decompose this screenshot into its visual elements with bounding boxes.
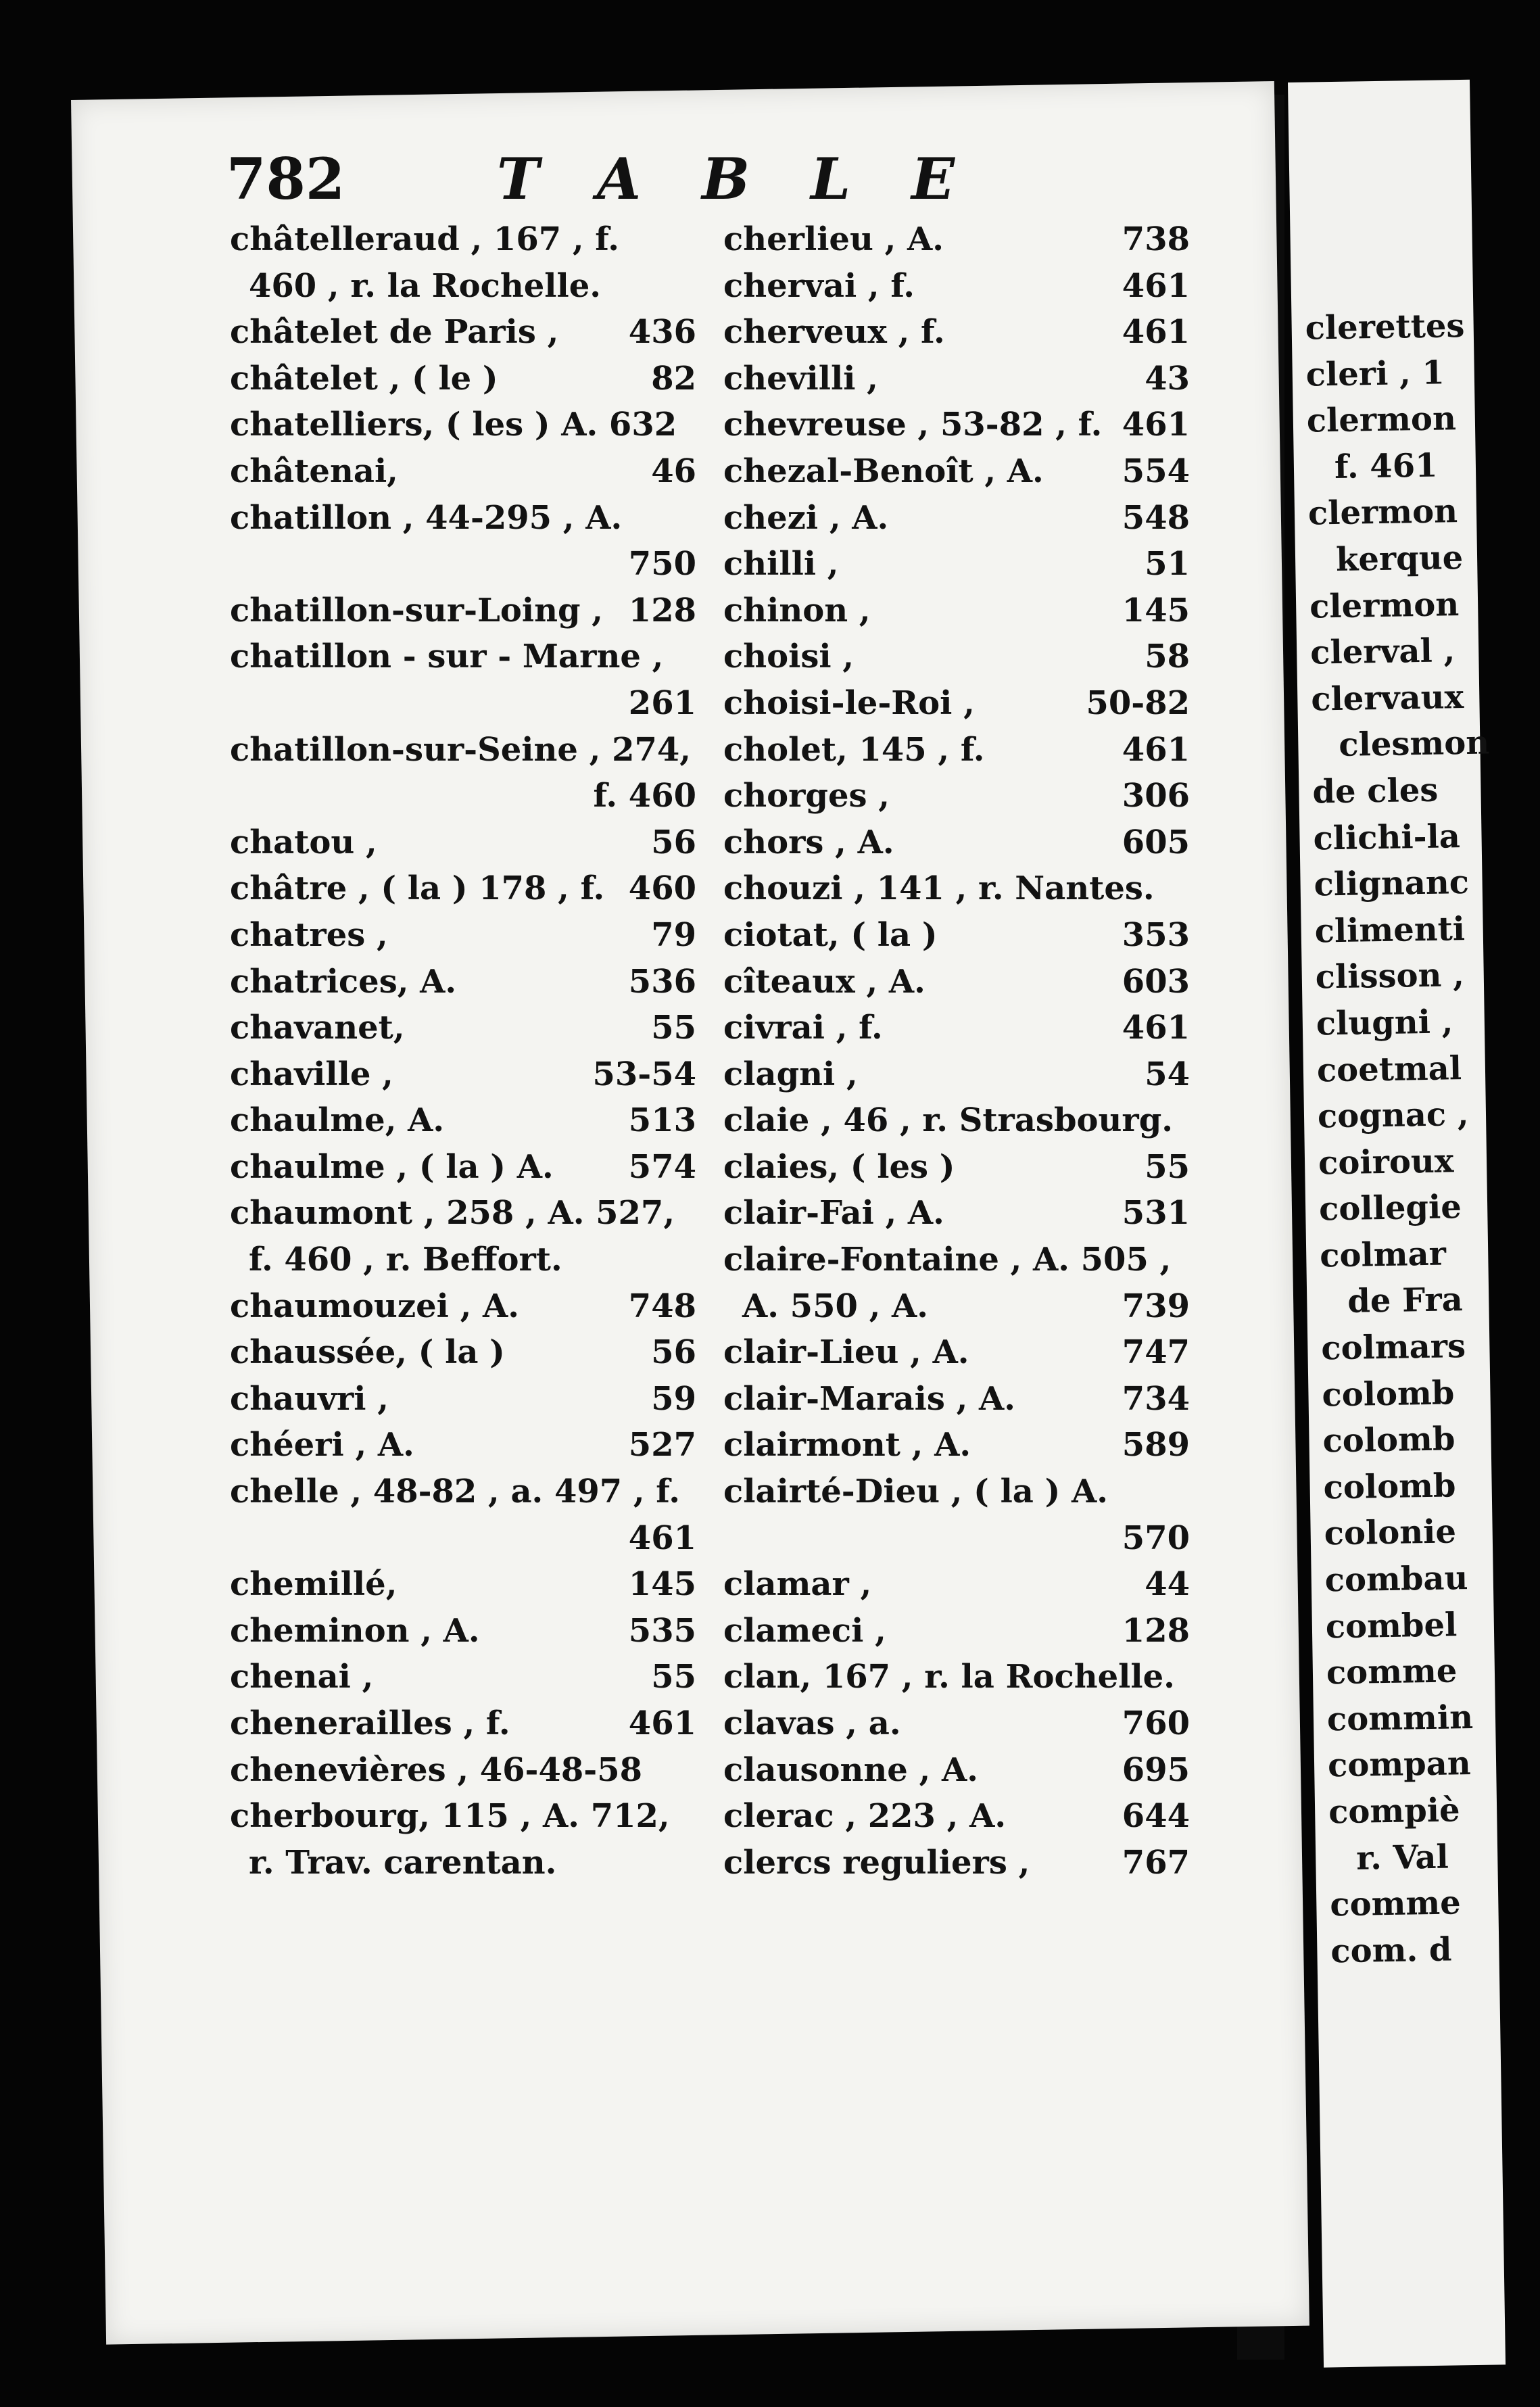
index-entry [230,448,696,495]
index-entry [230,1654,696,1700]
index-entry-fragment: kerque [1335,538,1464,579]
index-entry-fragment: compiè [1328,1791,1460,1832]
index-entry [230,912,696,959]
entry-term: chorges , [723,777,890,815]
entry-page-ref: 53-54 [592,1055,696,1093]
entry-page-ref: 644 [1122,1797,1190,1836]
entry-page-ref: 760 [1122,1705,1190,1742]
entry-term: châtelet , ( le ) [230,359,498,398]
entry-term: chaumouzei , A. [230,1287,519,1325]
index-entry [723,495,1190,542]
entry-page-ref: 43 [1145,359,1190,398]
index-entry [723,1329,1190,1376]
index-entry [723,448,1190,495]
entry-term: clameci , [723,1611,886,1650]
index-entry [723,819,1190,866]
index-entry [230,588,696,634]
entry-term: chezi , A. [723,498,889,537]
entry-term: choisi , [723,638,855,676]
index-entry [230,216,696,263]
entry-page-ref: 738 [1122,220,1190,258]
index-entry-fragment: cleri , 1 [1305,354,1445,394]
entry-term: clercs reguliers , [723,1843,1030,1882]
entry-term: clan, 167 , r. la Rochelle. [723,1658,1175,1696]
index-entry-fragment: clerval , [1309,631,1455,672]
index-entry [230,1051,696,1098]
index-entry [230,680,696,727]
entry-page-ref: 747 [1122,1333,1190,1372]
index-entry [230,1005,696,1051]
entry-term: chenevières , 46-48-58 [230,1750,642,1789]
index-entry-fragment: clerettes [1305,306,1465,348]
entry-term: clairté-Dieu , ( la ) A. [723,1473,1108,1511]
entry-page-ref: 603 [1122,962,1190,1001]
entry-page-ref: 739 [1122,1287,1190,1325]
index-entry-fragment: colonie [1324,1512,1457,1553]
index-entry [230,1237,696,1283]
entry-term: chatelliers, ( les ) A. 632 [230,406,677,444]
entry-page-ref: f. 460 [593,777,696,815]
index-entry [723,356,1190,402]
entry-term: cherveux , f. [723,313,945,352]
entry-term: clair-Lieu , A. [723,1333,969,1372]
entry-page-ref: 548 [1122,498,1190,537]
entry-term: chaulme, A. [230,1101,445,1140]
entry-page-ref: 750 [628,545,696,583]
index-entry [230,1469,696,1515]
entry-page-ref: 353 [1122,915,1190,954]
index-entry [230,819,696,866]
entry-page-ref: 82 [651,359,696,398]
entry-page-ref: 50-82 [1086,684,1190,722]
entry-term: clamar , [723,1565,872,1604]
entry-page-ref: 531 [1122,1194,1190,1233]
entry-term: civrai , f. [723,1009,883,1047]
index-entry [723,1840,1190,1886]
entry-term: chatillon-sur-Loing , [230,591,603,629]
entry-term: chatrices, A. [230,962,457,1001]
entry-term: châtre , ( la ) 178 , f. [230,869,605,908]
entry-continuation: A. 550 , A. [742,1287,928,1325]
index-entry [230,1608,696,1654]
index-entry [230,263,696,310]
index-entry [230,1144,696,1191]
index-entry-fragment: clisson , [1315,956,1465,997]
index-entry [230,1422,696,1469]
index-entry-fragment: colomb [1322,1374,1455,1414]
entry-term: clausonne , A. [723,1750,978,1789]
index-entry-fragment: clichi-la [1313,817,1461,858]
entry-page-ref: 59 [651,1379,696,1418]
page-number: 782 [226,145,345,212]
index-entry-fragment: collegie [1318,1188,1462,1229]
index-entry [230,1747,696,1794]
index-entry [723,541,1190,588]
entry-term: choisi-le-Roi , [723,684,975,722]
entry-page-ref: 748 [628,1287,696,1325]
entry-term: chezal-Benoît , A. [723,452,1044,490]
index-entry-fragment: comme [1329,1884,1462,1924]
index-entry-fragment: clesmon [1338,723,1490,765]
index-entry [230,1329,696,1376]
entry-term: chors , A. [723,823,894,861]
entry-term: chilli , [723,545,839,583]
entry-page-ref: 570 [1122,1519,1190,1557]
entry-term: chenai , [230,1658,374,1696]
right-page-fragment [1288,80,1506,2368]
index-entry [230,1283,696,1330]
index-entry [723,216,1190,263]
running-title: TABLE [497,145,1016,212]
entry-term: clerac , 223 , A. [723,1797,1007,1836]
entry-term: cherlieu , A. [723,220,944,258]
index-entry [723,1561,1190,1608]
index-entry [230,309,696,356]
entry-page-ref: 527 [628,1426,696,1464]
index-entry-fragment: colmars [1320,1327,1466,1368]
entry-term: chavanet, [230,1009,405,1047]
entry-term: chatillon-sur-Seine , 274, [230,730,691,769]
index-entry-fragment: commin [1326,1698,1474,1739]
entry-page-ref: 461 [1122,1009,1190,1047]
index-entry [723,263,1190,310]
index-entry [230,1097,696,1144]
entry-term: chenerailles , f. [230,1705,510,1742]
index-entry-fragment: clervaux [1310,677,1464,719]
index-entry [723,1654,1190,1700]
index-entry [723,912,1190,959]
entry-page-ref: 436 [628,313,696,352]
entry-page-ref: 554 [1122,452,1190,490]
entry-page-ref: 461 [1122,406,1190,444]
index-entry [230,727,696,773]
entry-term: chouzi , 141 , r. Nantes. [723,869,1155,908]
entry-term: chelle , 48-82 , a. 497 , f. [230,1473,680,1511]
index-entry-fragment: colmar [1319,1235,1447,1275]
index-entry [230,1700,696,1747]
index-entry [723,1097,1190,1144]
entry-page-ref: 128 [628,591,696,629]
entry-term: clagni , [723,1055,858,1093]
index-entry [723,1190,1190,1237]
entry-term: chevilli , [723,359,878,398]
index-entry [230,959,696,1005]
index-entry [230,495,696,542]
entry-page-ref: 55 [651,1658,696,1696]
entry-term: cherbourg, 115 , A. 712, [230,1797,670,1836]
entry-page-ref: 46 [651,452,696,490]
entry-page-ref: 605 [1122,823,1190,861]
entry-term: chaumont , 258 , A. 527, [230,1194,675,1233]
index-entry [723,1469,1190,1515]
entry-page-ref: 589 [1122,1426,1190,1464]
index-entry [723,959,1190,1005]
index-entry-fragment: combau [1324,1559,1468,1600]
entry-page-ref: 461 [1122,313,1190,352]
entry-term: clair-Marais , A. [723,1379,1015,1418]
entry-page-ref: 461 [1122,266,1190,305]
index-entry [230,1515,696,1562]
entry-term: chatillon , 44-295 , A. [230,498,623,537]
index-entry [723,865,1190,912]
index-entry [723,773,1190,819]
entry-term: chaussée, ( la ) [230,1333,505,1372]
entry-term: chervai , f. [723,266,915,305]
entry-term: chemillé, [230,1565,398,1604]
entry-term: cholet, 145 , f. [723,730,985,769]
index-entry-fragment: coetmal [1316,1049,1462,1090]
index-column-left [230,216,696,1886]
index-entry [723,680,1190,727]
index-entry [230,1561,696,1608]
entry-page-ref: 79 [651,915,696,954]
index-entry [230,1840,696,1886]
entry-page-ref: 513 [628,1101,696,1140]
index-entry-fragment: clermon [1307,492,1458,533]
index-entry-fragment: de cles [1312,771,1439,811]
entry-term: châtelet de Paris , [230,313,559,352]
index-entry [723,1051,1190,1098]
index-entry [723,1005,1190,1051]
entry-term: clavas , a. [723,1705,901,1742]
entry-page-ref: 54 [1145,1055,1190,1093]
right-column-fragment [1305,302,1534,1975]
entry-page-ref: 536 [628,962,696,1001]
entry-page-ref: 56 [651,823,696,861]
entry-term: claie , 46 , r. Strasbourg. [723,1101,1173,1140]
entry-term: claies, ( les ) [723,1147,955,1186]
entry-page-ref: 695 [1122,1750,1190,1789]
index-entry-fragment: clermon [1306,400,1457,440]
entry-page-ref: 734 [1122,1379,1190,1418]
entry-continuation: r. Trav. carentan. [249,1843,557,1882]
entry-term: chatou , [230,823,377,861]
index-entry [230,634,696,680]
index-entry-fragment: clugni , [1316,1003,1453,1043]
entry-term: clair-Fai , A. [723,1194,944,1233]
entry-page-ref: 574 [628,1147,696,1186]
entry-page-ref: 55 [651,1009,696,1047]
index-entry [723,1144,1190,1191]
entry-page-ref: 56 [651,1333,696,1372]
entry-term: châtelleraud , 167 , f. [230,220,619,258]
entry-term: clairmont , A. [723,1426,971,1464]
index-entry [230,773,696,819]
entry-term: chauvri , [230,1379,389,1418]
index-entry [230,402,696,448]
entry-term: châtenai, [230,452,398,490]
entry-term: chevreuse , 53-82 , f. [723,406,1103,444]
entry-continuation: 460 , r. la Rochelle. [249,266,601,305]
index-column-middle [723,216,1190,1886]
index-entry [723,634,1190,680]
index-entry [723,1747,1190,1794]
entry-term: chéeri , A. [230,1426,414,1464]
index-entry-fragment: r. Val [1355,1838,1449,1878]
entry-page-ref: 44 [1145,1565,1190,1604]
entry-page-ref: 535 [628,1611,696,1650]
entry-page-ref: 55 [1145,1147,1190,1186]
index-entry-fragment: clermon [1309,585,1460,626]
entry-page-ref: 145 [628,1565,696,1604]
index-entry [723,1608,1190,1654]
entry-page-ref: 261 [628,684,696,722]
entry-term: ciotat, ( la ) [723,915,938,954]
index-entry-fragment: combel [1325,1605,1458,1646]
index-entry [723,1515,1190,1562]
index-entry [723,588,1190,634]
index-entry-fragment: de Fra [1347,1281,1464,1321]
index-entry [723,1237,1190,1283]
entry-page-ref: 461 [628,1705,696,1742]
index-entry [230,356,696,402]
index-entry [723,1376,1190,1423]
entry-page-ref: 306 [1122,777,1190,815]
entry-term: chinon , [723,591,871,629]
entry-term: chaville , [230,1055,393,1093]
index-entry-fragment: com. d [1330,1930,1452,1971]
entry-term: chaulme , ( la ) A. [230,1147,554,1186]
index-entry-fragment: compan [1327,1744,1472,1785]
index-entry-fragment: comme [1326,1652,1458,1692]
index-entry-fragment: f. 461 [1334,446,1438,486]
index-entry-fragment: colomb [1323,1467,1456,1507]
index-entry [230,1190,696,1237]
index-entry [723,1422,1190,1469]
entry-page-ref: 58 [1145,638,1190,676]
index-entry-fragment: climenti [1314,909,1466,951]
entry-term: cîteaux , A. [723,962,925,1001]
index-entry [230,1793,696,1840]
index-entry [230,1376,696,1423]
index-entry [723,1700,1190,1747]
index-entry-fragment: clignanc [1314,863,1470,904]
index-entry-fragment: cognac , [1317,1095,1469,1136]
entry-page-ref: 461 [1122,730,1190,769]
entry-page-ref: 128 [1122,1611,1190,1650]
entry-term: claire-Fontaine , A. 505 , [723,1241,1172,1279]
entry-term: chatillon - sur - Marne , [230,638,664,676]
entry-page-ref: 767 [1122,1843,1190,1882]
index-entry [230,541,696,588]
entry-page-ref: 51 [1145,545,1190,583]
index-entry [723,402,1190,448]
entry-continuation: f. 460 , r. Beffort. [249,1241,562,1279]
entry-page-ref: 460 [628,869,696,908]
index-entry [723,727,1190,773]
index-entry [723,309,1190,356]
index-entry-fragment: colomb [1322,1420,1455,1460]
entry-term: cheminon , A. [230,1611,480,1650]
index-entry [723,1283,1190,1330]
index-entry [230,865,696,912]
entry-page-ref: 145 [1122,591,1190,629]
index-entry [723,1793,1190,1840]
entry-term: chatres , [230,915,388,954]
index-entry-fragment: coiroux [1318,1142,1454,1183]
entry-page-ref: 461 [628,1519,696,1557]
